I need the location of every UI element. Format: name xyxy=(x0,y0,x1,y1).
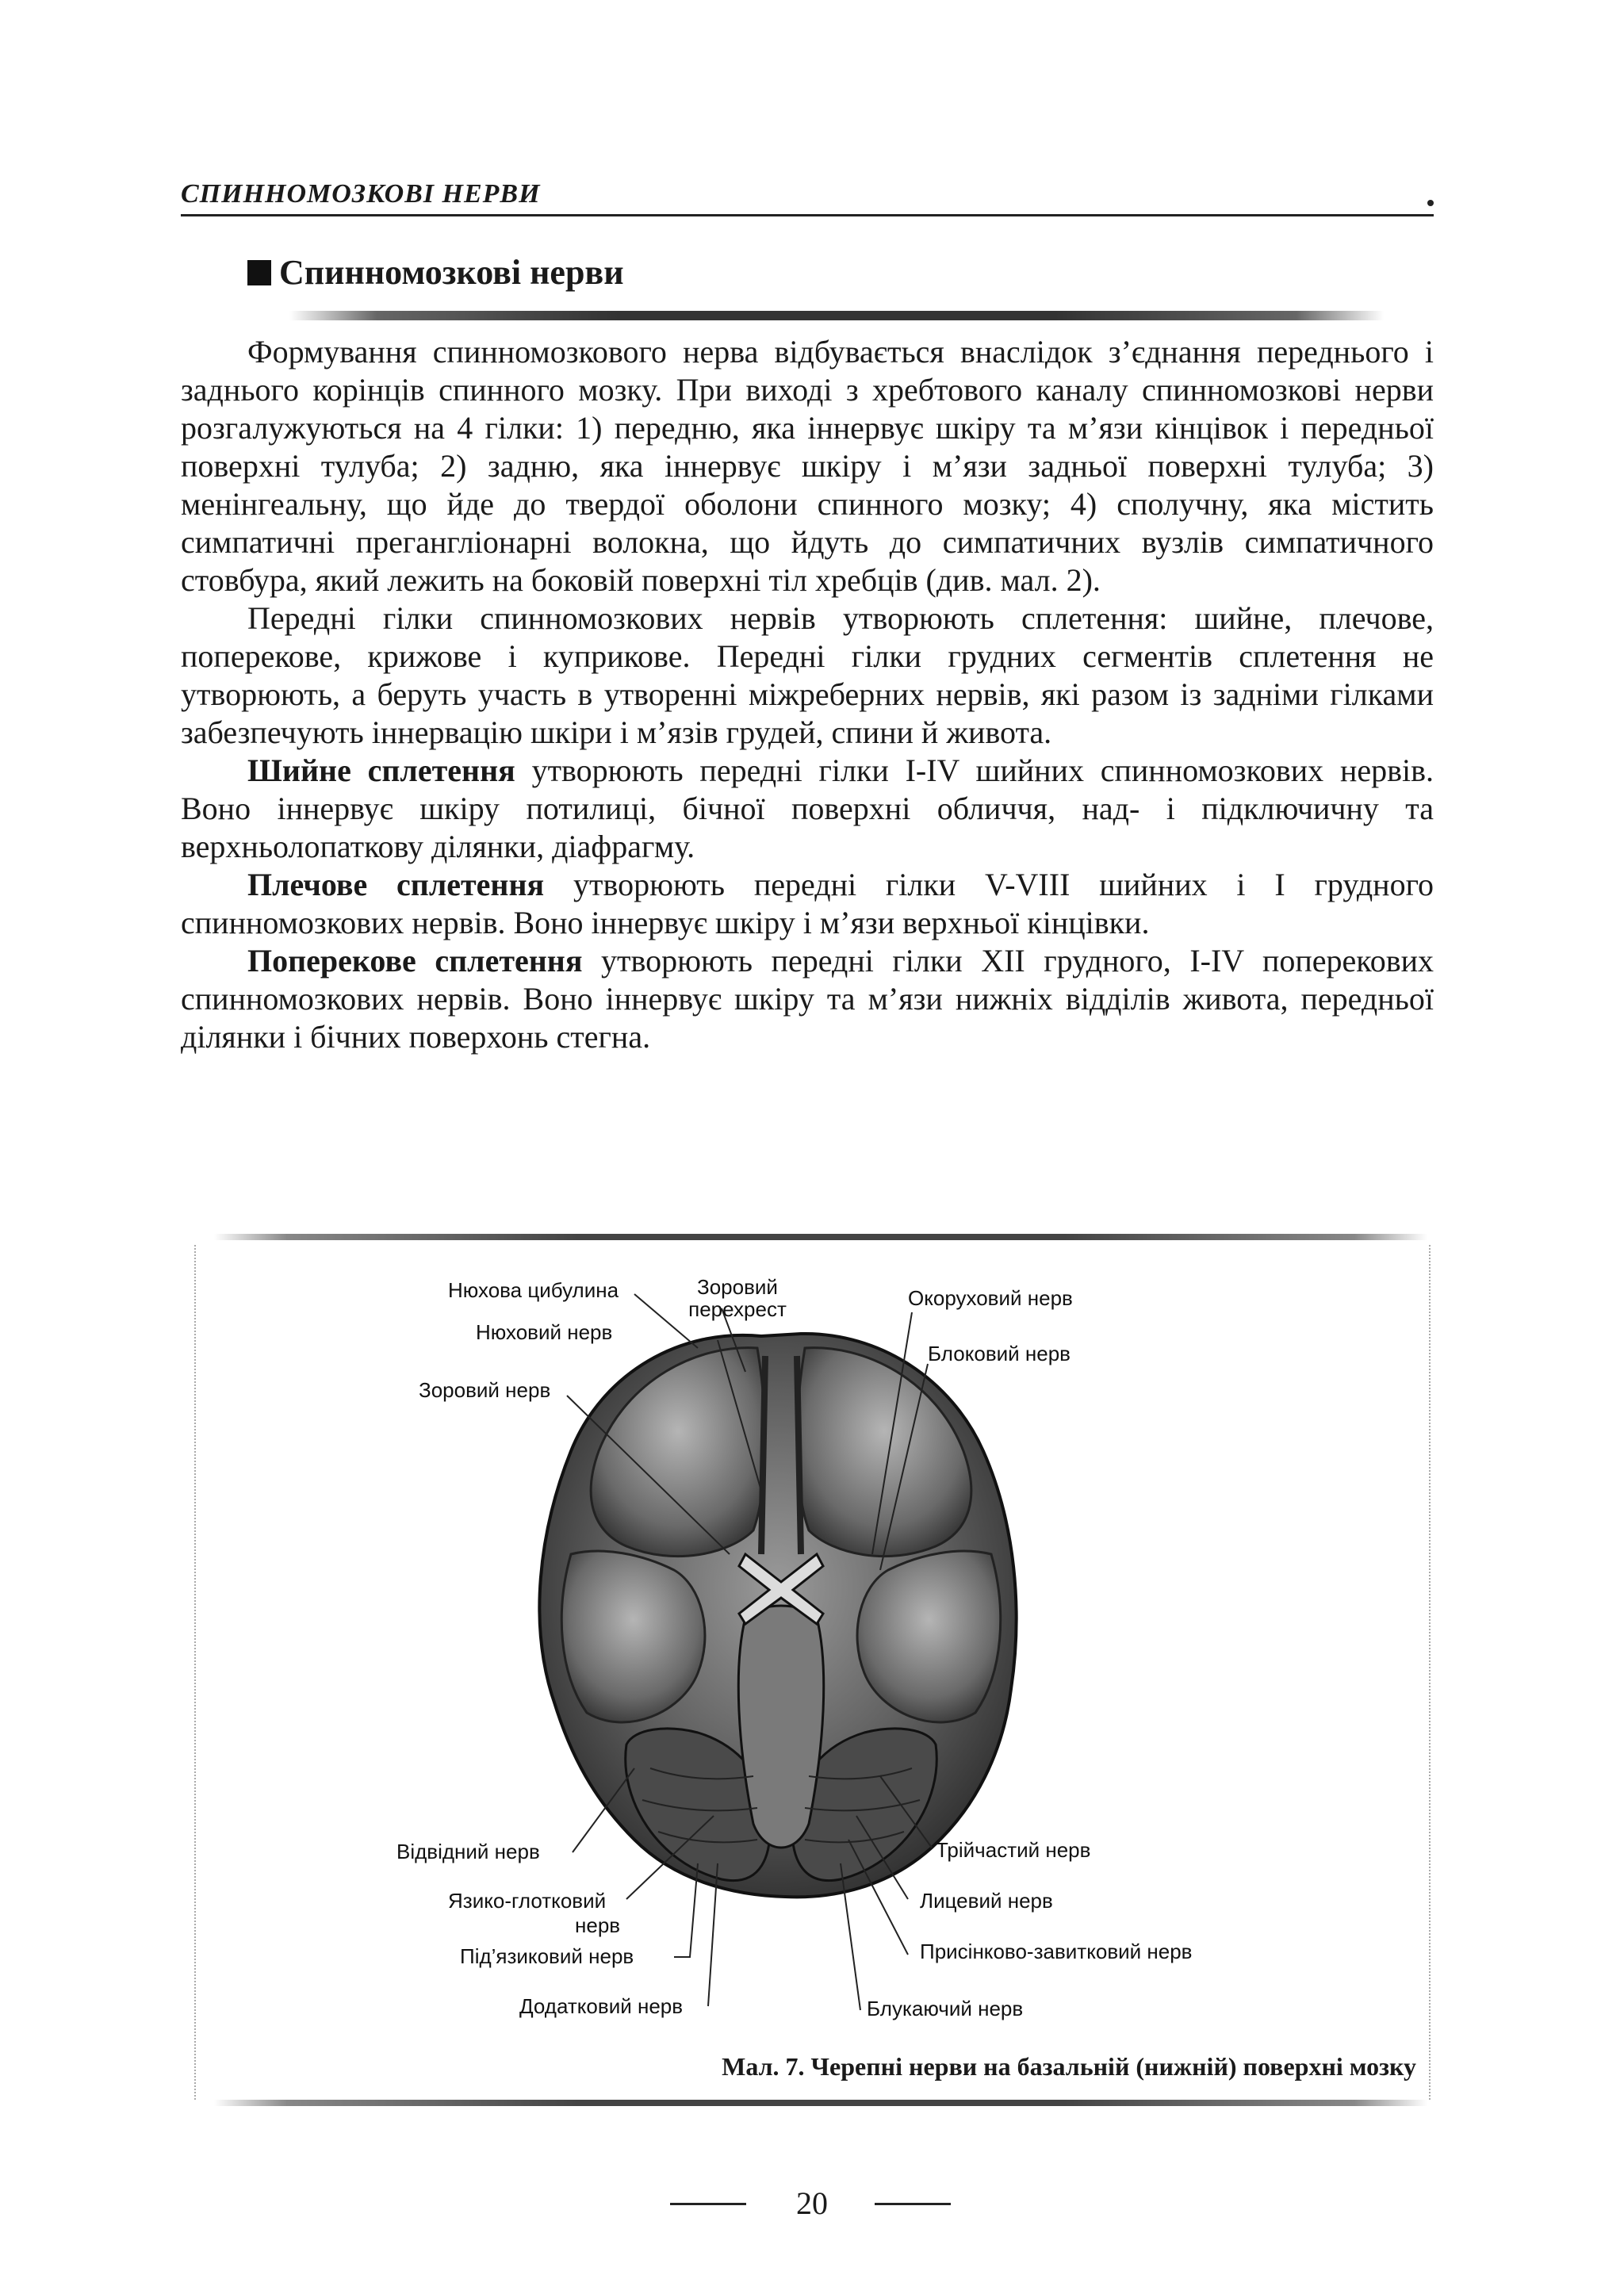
label-trochlear: Блоковий нерв xyxy=(928,1342,1071,1365)
label-optic-chiasm-line1: Зоровий xyxy=(697,1275,778,1299)
paragraph-text: Передні гілки спинномозкових нервів утворюють сплетення: шийне, плечове, поперекове, крижове і куприкове. Передні гілки грудних сегментів сплетення не утворюють, а беруть участь в утворенні міжреберних нервів, які разом із задніми гілками забезпечують іннервацію шкіри і м’язів грудей, спини й живота. xyxy=(181,600,1434,750)
running-head-title: СПИННОМОЗКОВІ НЕРВИ xyxy=(181,179,541,209)
label-olfactory-nerve: Нюховий нерв xyxy=(476,1320,613,1344)
paragraph-text: утворюють передні гілки XII грудного, I-IV поперекових спинномозкових нервів. Воно іннервує шкіру та м’язи нижніх відділів живота, передньої ділянки і бічних поверхонь стегна. xyxy=(181,943,1434,1055)
left-frontal-lobe xyxy=(591,1348,765,1557)
brainstem xyxy=(738,1606,823,1848)
olfactory-tract-right xyxy=(797,1356,801,1554)
label-glossopharyngeal-line1: Язико-глотковий xyxy=(448,1889,607,1913)
right-temporal-lobe xyxy=(857,1551,1001,1722)
label-optic-chiasm-line2: перехрест xyxy=(688,1297,787,1321)
page-number-dash-right xyxy=(875,2203,951,2205)
paragraph-lead: Шийне сплетення xyxy=(247,753,515,788)
figure-bottom-rule xyxy=(214,2100,1427,2106)
paragraph-lead: Поперекове сплетення xyxy=(247,943,583,978)
paragraph-text: Формування спинномозкового нерва відбувається внаслідок з’єднання переднього і заднього корінців спинного мозку. При виході з хребтового каналу спинномозкові нерви розгалужуються на 4 гілки: 1) передню, яка іннервує шкіру та м’язи кінцівок і передньої поверхні тулуба; 2) задню, яка іннервує шкіру і м’язи задньої поверхні тулуба; 3) менінгеальну, що йде до твердої оболони спинного мозку; 4) сполучну, яка містить симпатичні прегангліонарні волокна, що йдуть до симпатичних вузлів симпатичного стовбура, який лежить на боковій поверхні тіл хребців (див. мал. 2). xyxy=(181,334,1434,598)
left-temporal-lobe xyxy=(561,1551,705,1722)
label-vestibulocochlear: Присінково-завитковий нерв xyxy=(920,1940,1193,1963)
paragraph-text: утворюють передні гілки I-IV шийних спинномозкових нервів. Воно іннервує шкіру потилиці, бічної поверхні обличчя, над- і підключичну та верхньолопаткову ділянки, діафрагму. xyxy=(181,753,1434,864)
label-vagus: Блукаючий нерв xyxy=(867,1997,1024,2020)
figure-caption: Мал. 7. Черепні нерви на базальній (нижній) поверхні мозку xyxy=(722,2052,1416,2081)
section-title: Спинномозкові нерви xyxy=(279,253,624,292)
olfactory-tract-left xyxy=(761,1356,765,1554)
page-number: 20 xyxy=(796,2185,828,2221)
label-glossopharyngeal-line2: нерв xyxy=(575,1913,621,1937)
paragraph-lead: Плечове сплетення xyxy=(247,867,545,902)
label-optic-nerve: Зоровий нерв xyxy=(419,1378,551,1402)
right-frontal-lobe xyxy=(797,1348,971,1557)
label-oculomotor: Окоруховий нерв xyxy=(908,1286,1073,1310)
label-facial: Лицевий нерв xyxy=(920,1889,1053,1913)
label-trigeminal: Трійчастий нерв xyxy=(936,1838,1091,1862)
label-hypoglossal: Під’язиковий нерв xyxy=(460,1944,634,1968)
label-accessory: Додатковий нерв xyxy=(519,1994,684,2018)
label-abducens: Відвідний нерв xyxy=(396,1840,540,1863)
label-olfactory-bulb: Нюхова цибулина xyxy=(448,1278,619,1302)
paragraph-text: утворюють передні гілки V-VIII шийних і I грудного спинномозкових нервів. Воно іннервує шкіру і м’язи верхньої кінцівки. xyxy=(181,867,1434,940)
